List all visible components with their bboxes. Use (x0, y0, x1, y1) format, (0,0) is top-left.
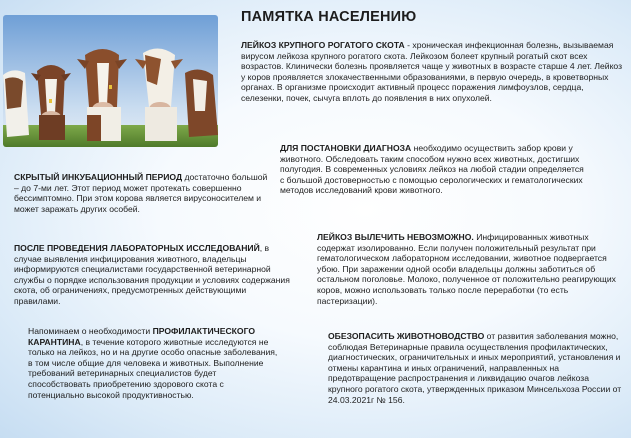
intro-text: - хроническая инфекционная болезнь, вызываемая вирусом лейкоза крупного рогатого скота. Лейкозом болеет крупный рогатый скот всех возрастов. Клинически болезнь проявляется чаще у животных в возрасте старше 4 лет. Лейкоз у коров проявляется злокачественными образованиями, в первую очередь, в кроветворных органах. В организме происходит активный процесс поражения лимфоузлов, сердца, селезенки, почек, сычуга вплоть до появления в них опухолей. (241, 40, 623, 103)
diagnosis-text: необходимо осуществить забор крови у животного. Обследовать таким способом нужно всех животных, достигших полугодия. В современных условиях лейкоз на любой стадии определяется с большой достоверностью с помощью серологических и гематологических методов исследований крови животного. (280, 143, 584, 196)
protect-text: от развития заболевания можно, соблюдая Ветеринарные правила осуществления профилактических, диагностических, ограничительных и иных мероприятий, установления и отмены карантина и иных ограничений, направленных на предотвращение распространения и ликвидацию очагов лейкоза крупного рогатого скота, утвержденных приказом Минсельхоза России от 24.03.2021г № 156. (328, 331, 622, 405)
cow-figure (3, 70, 29, 137)
after-tests-heading: ПОСЛЕ ПРОВЕДЕНИЯ ЛАБОРАТОРНЫХ ИССЛЕДОВАНИЙ (14, 243, 260, 253)
after-tests-text: , в случае выявления инфицирования животного, владельцы информируются специалистами государственной ветеринарной службы о порядке использования продукции и условиях содержания скота, об ограничениях, предусмотренных действующими правилами. (14, 243, 290, 306)
quarantine-block (28, 326, 278, 400)
incubation-heading: СКРЫТЫЙ ИНКУБАЦИОННЫЙ ПЕРИОД (14, 172, 183, 182)
protect-block (328, 331, 624, 405)
incubation-text: достаточно большой – до 7-ми лет. Этот период может протекать совершенно бессимптомно. При этом корова является вирусоносителем и может заражать других особей. (14, 172, 268, 214)
quarantine-heading: ПРОФИЛАКТИЧЕСКОГО КАРАНТИНА (28, 326, 256, 347)
incubation-block (14, 172, 268, 214)
cows-photo (3, 15, 218, 147)
page-title: ПАМЯТКА НАСЕЛЕНИЮ (241, 9, 417, 25)
diagnosis-block (280, 143, 590, 196)
after-tests-block (14, 243, 290, 307)
intro-heading: ЛЕЙКОЗ КРУПНОГО РОГАТОГО СКОТА (241, 40, 405, 50)
protect-heading: ОБЕЗОПАСИТЬ ЖИВОТНОВОДСТВО (328, 331, 485, 341)
intro-block (241, 40, 624, 104)
incurable-block (317, 232, 623, 306)
cow-figure (185, 69, 218, 137)
incurable-heading: ЛЕЙКОЗ ВЫЛЕЧИТЬ НЕВОЗМОЖНО. (317, 232, 474, 242)
diagnosis-heading: ДЛЯ ПОСТАНОВКИ ДИАГНОЗА (280, 143, 412, 153)
incurable-text: Инфицированных животных содержат изолированно. Если получен положительный результат при гематологическом лабораторном исследовании, животное подвергается убою. При заражении одной особи владельцы должны заботиться об остальном поголовье. Молоко, полученное от положительно реагирующих коров, можно использовать только после переработки (то есть пастеризации). (317, 232, 616, 306)
quarantine-text: , в течение которого животные исследуются не только на лейкоз, но и на другие особо опасные заболевания, в том числе общие для человека и животных. Выполнение требований ветеринарных специалистов будет способствовать приобретению здорового скота с потенциально высокой продуктивностью. (28, 336, 278, 400)
quarantine-lead: Напоминаем о необходимости (28, 326, 153, 336)
